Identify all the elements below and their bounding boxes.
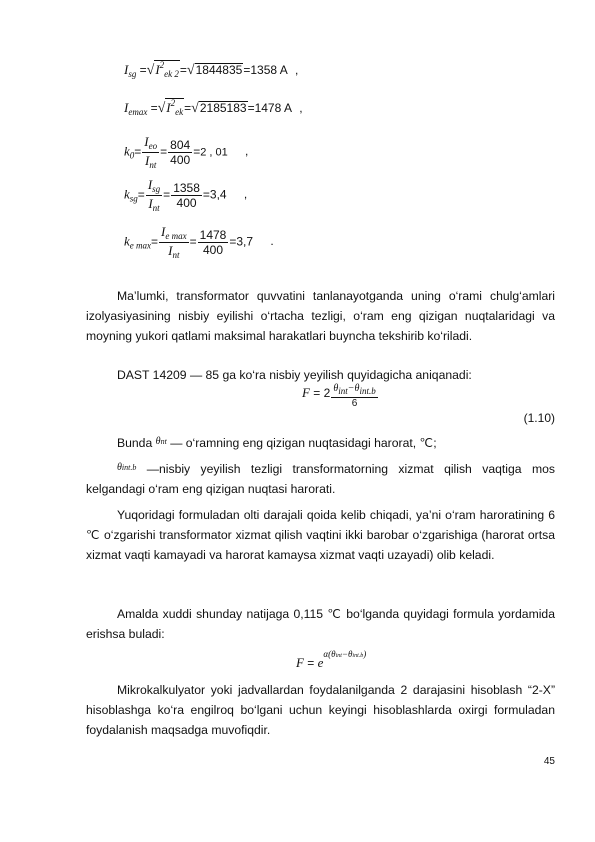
formula-k0: $k_0=$ $\frac{I_{eo}}{I_{nt}}$ = $\frac{804}{400}$ =2 , 01 , bbox=[124, 134, 249, 170]
paragraph-bunda: Bunda $^{\theta nt}$ — o‘ramning eng qizigan nuqtasidagi harorat, ℃; bbox=[117, 436, 437, 450]
paragraph-six-degree-rule: Yuqoridagi formuladan olti darajali qoida kelib chiqadi, ya’ni o‘ram haroratining 6 ℃ o‘zgarishi transformator xizmat qilish vaqtini ikki barobar o‘zgarishiga (harorat ortsa xizmat vaqti kamayadi va harorat kamaysa xizmat vaqti uzayadi) olib keladi. bbox=[86, 508, 555, 562]
formula-isg: $I_{sg} =√I^2_{ek 2}=√1844835=1358$ A , bbox=[124, 60, 299, 79]
equation-label: (1.10) bbox=[523, 411, 555, 425]
page-number: 45 bbox=[543, 756, 555, 767]
paragraph-theta-intb: $^{\theta int.b}$ —nisbiy yeyilish tezligi transformatorning xizmat qilish vaqtiga mos kelgandagi o‘ram eng qizigan nuqtasi harorati. bbox=[86, 462, 555, 496]
equation-exponential: $F = e^{\alpha(\theta int-\theta int.b)}$ bbox=[296, 649, 367, 670]
paragraph-dast: DAST 14209 — 85 ga ko‘ra nisbiy yeyilish quyidagicha aniqanadi: bbox=[117, 368, 472, 382]
equation-1-10: F = 2 $\frac{\text{θint−θint.b}}{6}$ bbox=[302, 383, 376, 409]
formula-ksg: $k_{sg}=$ $\frac{I_{sg}}{I_{nt}}$ = $\frac{1358}{400}$ =3,4 , bbox=[124, 177, 248, 213]
paragraph-amalda: Amalda xuddi shunday natijaga 0,115 ℃ bo‘lganda quyidagi formula yordamida erishsa buladi: bbox=[86, 607, 555, 641]
paragraph-mikrokalkulyator: Mikrokalkulyator yoki jadvallardan foydalanilganda 2 darajasini hisoblash “2-X” hisoblashga ko‘ra engilroq bo‘lgani uchun keyingi hisoblashlarda oxirgi formuladan foydalanish maqsadga muvofiqdir. bbox=[86, 683, 555, 737]
paragraph-intro: Ma’lumki, transformator quvvatini tanlanayotganda uning o‘rami chulg‘amlari izolyasiyasining nisbiy eyilishi o‘rtacha tezligi, o‘ram eng qizigan nuqtalaridagi va moyning yukori qatlami maksimal harakatlari buyncha tekshirib ko‘riladi. bbox=[86, 289, 555, 343]
formula-iemax: $I_{emax} =√I^2_{ek}=√2185183=1478$ A , bbox=[124, 98, 303, 117]
formula-kemax: $k_{e max}=$ $\frac{I_{e max}}{I_{nt}}$ = $\frac{1478}{400}$ =3,7 . bbox=[124, 224, 274, 260]
